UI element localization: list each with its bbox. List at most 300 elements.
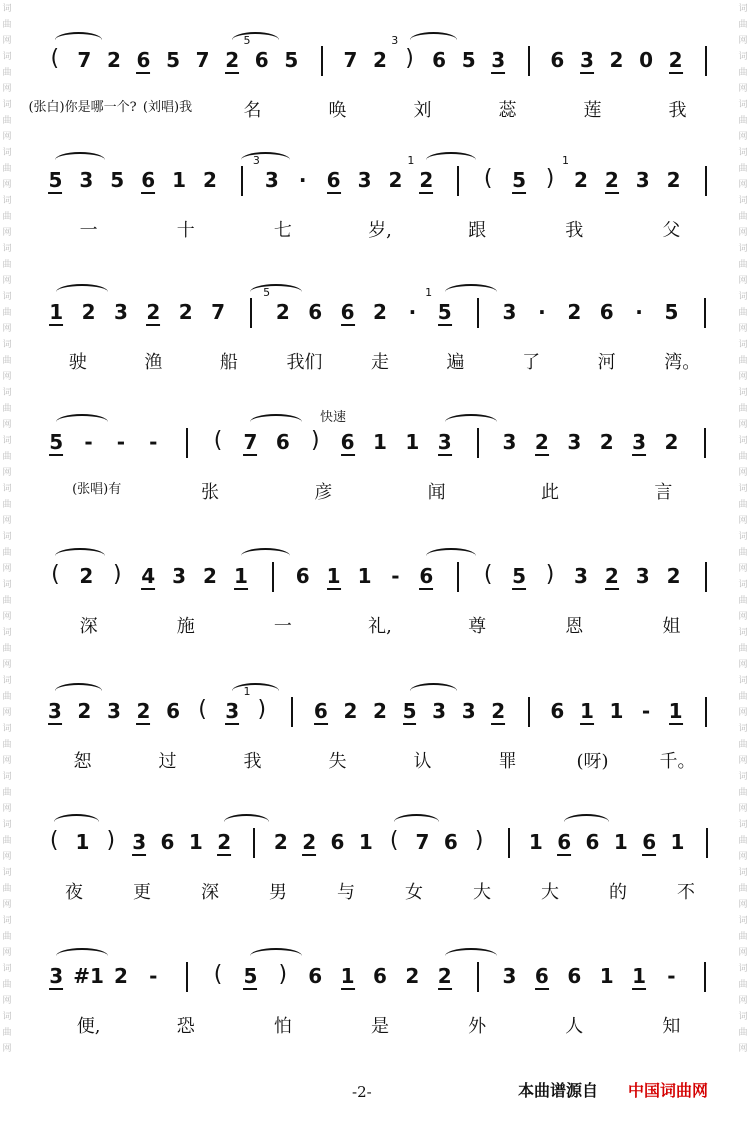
slur <box>250 948 302 964</box>
note: 1 <box>172 168 187 192</box>
watermark-right <box>736 0 750 1131</box>
watermark-char: 曲 <box>2 308 12 318</box>
watermark-char: 曲 <box>738 20 748 30</box>
lyric-text: 名 <box>243 100 262 121</box>
parenthesis: ) <box>545 562 555 587</box>
watermark-char: 词 <box>738 1012 748 1022</box>
watermark-char: 词 <box>738 820 748 830</box>
note: 2 <box>534 430 549 454</box>
lyric-text: 更 <box>133 882 151 903</box>
note: 6 <box>313 699 328 723</box>
parenthesis: ) <box>278 962 288 987</box>
lyrics-row <box>30 216 730 241</box>
lyric-text: 七 <box>273 220 292 241</box>
watermark-char: 曲 <box>2 404 12 414</box>
watermark-char: 词 <box>2 244 12 254</box>
note: 3 <box>567 430 582 454</box>
note: 3 <box>502 430 517 454</box>
watermark-char: 词 <box>738 292 748 302</box>
watermark-char: 网 <box>738 276 748 286</box>
note: · <box>538 300 546 324</box>
note: 6 <box>567 964 582 988</box>
note: 7 <box>415 830 430 854</box>
grace-note: 3 <box>252 154 260 167</box>
watermark-char: 网 <box>738 228 748 238</box>
note: · <box>298 168 307 192</box>
note: 2 <box>275 300 290 324</box>
barline <box>528 46 530 76</box>
note: - <box>391 564 400 588</box>
watermark-char: 词 <box>738 772 748 782</box>
barline <box>186 428 188 458</box>
lyric-text: 我 <box>565 220 584 241</box>
note: 6 <box>141 168 156 192</box>
lyric-text: 夜 <box>65 882 83 903</box>
lyric-text: 大 <box>541 882 559 903</box>
note: 3 <box>132 830 147 854</box>
watermark-char: 词 <box>738 244 748 254</box>
watermark-char: 网 <box>738 948 748 958</box>
parenthesis: ( <box>213 962 223 987</box>
watermark-char: 词 <box>738 148 748 158</box>
note: 1 <box>49 300 64 324</box>
watermark-char: 词 <box>738 100 748 110</box>
note: 2 <box>405 964 420 988</box>
score-system <box>30 930 730 1040</box>
watermark-char: 词 <box>738 580 748 590</box>
lyric-text: 十 <box>176 220 195 241</box>
lyric-text: (张白)你是哪一个? <box>28 100 137 115</box>
parenthesis: ) <box>257 697 267 722</box>
lyric-text: 一 <box>273 616 292 637</box>
note: 1 <box>609 699 624 723</box>
lyric-text: 大 <box>473 882 491 903</box>
note: 5 <box>110 168 125 192</box>
note: 5 <box>664 300 679 324</box>
barline <box>704 298 706 328</box>
note: 6 <box>373 964 387 988</box>
notes-row <box>30 964 730 994</box>
score-system <box>30 396 730 506</box>
note: 5 <box>512 168 527 192</box>
parenthesis: ( <box>213 428 223 453</box>
watermark-char: 曲 <box>738 212 748 222</box>
note: 2 <box>225 48 240 72</box>
note: 6 <box>550 699 565 723</box>
watermark-char: 曲 <box>2 260 12 270</box>
watermark-char: 网 <box>2 1044 12 1054</box>
barline <box>704 962 706 992</box>
watermark-char: 网 <box>2 804 12 814</box>
score-system <box>30 665 730 775</box>
notes-row <box>30 830 730 860</box>
slur <box>224 814 269 830</box>
note: 2 <box>273 830 288 854</box>
note: 2 <box>491 699 506 723</box>
watermark-char: 词 <box>2 964 12 974</box>
watermark-char: 曲 <box>2 740 12 750</box>
note: 6 <box>340 300 355 324</box>
lyrics-row <box>28 96 730 121</box>
note: 3 <box>491 48 506 72</box>
note: 7 <box>77 48 92 72</box>
note: - <box>667 964 676 988</box>
watermark-char: 词 <box>2 436 12 446</box>
watermark-char: 曲 <box>2 788 12 798</box>
note: 5 <box>48 168 63 192</box>
note: 2 <box>373 300 387 324</box>
note: 6 <box>419 564 434 588</box>
watermark-char: 曲 <box>738 500 748 510</box>
note: 1 <box>340 964 355 988</box>
lyric-text: 刘 <box>413 100 432 121</box>
barline <box>321 46 323 76</box>
note: 1 <box>613 830 628 854</box>
lyric-text: 岁, <box>368 220 392 241</box>
lyric-text: 恩 <box>565 616 584 637</box>
lyric-text: 知 <box>662 1016 681 1037</box>
lyric-text: 过 <box>158 751 177 772</box>
slur <box>445 948 497 964</box>
note: 3 <box>437 430 452 454</box>
lyrics-row <box>30 747 730 772</box>
lyric-text: 女 <box>405 882 423 903</box>
lyric-text: 认 <box>413 751 432 772</box>
watermark-char: 网 <box>2 468 12 478</box>
watermark-char: 词 <box>738 868 748 878</box>
watermark-char: 词 <box>2 676 12 686</box>
lyrics-row <box>30 1012 730 1037</box>
watermark-char: 词 <box>738 4 748 14</box>
slur <box>426 548 475 564</box>
note: 6 <box>340 430 355 454</box>
note: 1 <box>188 830 203 854</box>
slur <box>426 152 475 168</box>
note: 2 <box>666 564 681 588</box>
slur <box>564 814 609 830</box>
barline <box>477 428 479 458</box>
note: 6 <box>599 300 614 324</box>
page-number: -2- <box>352 1083 372 1101</box>
watermark-char: 词 <box>2 148 12 158</box>
parenthesis: ) <box>106 828 116 853</box>
note: 6 <box>254 48 269 72</box>
barline <box>705 562 707 592</box>
watermark-char: 网 <box>2 516 12 526</box>
lyric-text: 尊 <box>468 616 487 637</box>
lyric-text: 不 <box>677 882 695 903</box>
watermark-char: 曲 <box>2 884 12 894</box>
watermark-char: 词 <box>2 724 12 734</box>
note: 6 <box>557 830 572 854</box>
note: 5 <box>512 564 527 588</box>
barline <box>477 962 479 992</box>
slur <box>55 548 104 564</box>
barline <box>477 298 479 328</box>
grace-note: 1 <box>561 154 569 167</box>
watermark-char: 网 <box>738 468 748 478</box>
note: 1 <box>326 564 341 588</box>
note: 1 <box>233 564 248 588</box>
watermark-char: 网 <box>738 420 748 430</box>
barline <box>528 697 530 727</box>
lyrics-row <box>30 612 730 637</box>
lyric-text: 外 <box>468 1016 487 1037</box>
note: 1 <box>528 830 543 854</box>
watermark-char: 网 <box>738 132 748 142</box>
note: 2 <box>664 430 679 454</box>
barline <box>704 428 706 458</box>
watermark-char: 曲 <box>2 932 12 942</box>
barline <box>705 46 707 76</box>
watermark-char: 曲 <box>738 884 748 894</box>
lyric-text: 跟 <box>468 220 487 241</box>
watermark-char: 词 <box>2 532 12 542</box>
slur <box>54 814 99 830</box>
note: 3 <box>461 699 476 723</box>
watermark-char: 曲 <box>738 788 748 798</box>
lyric-text: 深 <box>79 616 98 637</box>
score-system <box>30 14 730 124</box>
grace-note: 5 <box>243 34 251 47</box>
watermark-char: 词 <box>738 196 748 206</box>
note: · <box>408 300 417 324</box>
notes-row <box>30 564 730 594</box>
lyrics-row <box>30 878 730 903</box>
lyrics-row <box>30 348 730 373</box>
grace-note: 1 <box>425 286 433 299</box>
parenthesis: ) <box>405 46 414 71</box>
slur <box>241 152 290 168</box>
lyric-text: 男 <box>269 882 287 903</box>
slur <box>445 284 497 300</box>
note: 6 <box>275 430 290 454</box>
note: 3 <box>79 168 94 192</box>
watermark-char: 词 <box>738 52 748 62</box>
note: 1 <box>358 830 373 854</box>
note: 2 <box>203 564 217 588</box>
note: 7 <box>195 48 210 72</box>
watermark-char: 词 <box>2 628 12 638</box>
barline <box>291 697 293 727</box>
barline <box>253 828 255 858</box>
barline <box>508 828 510 858</box>
watermark-char: 词 <box>738 484 748 494</box>
watermark-char: 网 <box>2 756 12 766</box>
parenthesis: ( <box>51 562 60 587</box>
watermark-char: 网 <box>2 900 12 910</box>
watermark-char: 曲 <box>2 116 12 126</box>
slur <box>56 414 108 430</box>
barline <box>272 562 274 592</box>
watermark-char: 曲 <box>738 1028 748 1038</box>
note: 1 <box>579 699 594 723</box>
note: 2 <box>609 48 624 72</box>
lyric-text: 船 <box>219 352 238 373</box>
lyric-text: 遍 <box>446 352 465 373</box>
note: 1 <box>405 430 420 454</box>
watermark-char: 网 <box>2 132 12 142</box>
lyric-text: 千。 <box>659 751 696 772</box>
note: 2 <box>302 830 317 854</box>
score-system <box>30 530 730 640</box>
watermark-char: 曲 <box>2 596 12 606</box>
note: 1 <box>668 699 683 723</box>
watermark-char: 曲 <box>738 260 748 270</box>
watermark-char: 曲 <box>738 452 748 462</box>
note: 6 <box>443 830 458 854</box>
note: 2 <box>573 168 588 192</box>
note: 3 <box>264 168 279 192</box>
watermark-char: 曲 <box>738 740 748 750</box>
slur <box>241 548 290 564</box>
parenthesis: ) <box>112 562 122 587</box>
watermark-char: 网 <box>738 708 748 718</box>
parenthesis: ) <box>545 166 555 191</box>
note: 5 <box>243 964 258 988</box>
watermark-char: 曲 <box>2 164 12 174</box>
note: 2 <box>106 48 121 72</box>
watermark-char: 词 <box>2 868 12 878</box>
lyric-text: 的 <box>609 882 627 903</box>
watermark-char: 网 <box>738 516 748 526</box>
watermark-char: 网 <box>738 804 748 814</box>
watermark-char: 网 <box>2 420 12 430</box>
note: 7 <box>211 300 226 324</box>
lyric-text: 深 <box>201 882 219 903</box>
watermark-char: 网 <box>2 948 12 958</box>
parenthesis: ( <box>50 46 60 71</box>
notes-row <box>30 286 730 330</box>
grace-note: 5 <box>263 286 271 299</box>
watermark-char: 词 <box>2 1012 12 1022</box>
lyric-text: 河 <box>597 352 616 373</box>
lyric-text: (张唱)有 <box>72 482 122 497</box>
watermark-char: 曲 <box>738 932 748 942</box>
note: 2 <box>388 168 403 192</box>
note: 5 <box>402 699 417 723</box>
note: 1 <box>75 830 90 854</box>
lyric-text: 走 <box>371 352 389 373</box>
watermark-char: 曲 <box>738 356 748 366</box>
note: 3 <box>579 48 594 72</box>
lyric-text: 驶 <box>68 352 87 373</box>
note: 3 <box>225 699 240 723</box>
watermark-char: 词 <box>2 820 12 830</box>
note: - <box>149 964 158 988</box>
watermark-char: 词 <box>738 964 748 974</box>
lyric-text: 便, <box>76 1016 101 1037</box>
score-system <box>30 796 730 906</box>
note: 3 <box>432 699 447 723</box>
watermark-char: 词 <box>2 100 12 110</box>
note: 0 <box>639 48 654 72</box>
note: 3 <box>357 168 372 192</box>
lyric-text: 恐 <box>176 1016 195 1037</box>
slur <box>55 683 102 699</box>
slur <box>250 414 302 430</box>
lyric-text: 闻 <box>427 482 446 503</box>
watermark-char: 曲 <box>738 116 748 126</box>
note: 2 <box>203 168 217 192</box>
note: 2 <box>81 300 96 324</box>
note: 3 <box>573 564 588 588</box>
note: 3 <box>47 699 62 723</box>
note: 2 <box>136 699 151 723</box>
watermark-char: 曲 <box>2 980 12 990</box>
watermark-char: 词 <box>738 532 748 542</box>
barline <box>186 962 188 992</box>
watermark-char: 网 <box>738 1044 748 1054</box>
note: 5 <box>49 430 64 454</box>
parenthesis: ( <box>389 828 399 853</box>
watermark-char: 曲 <box>2 1028 12 1038</box>
notes-row <box>30 685 730 729</box>
watermark-char: 曲 <box>2 500 12 510</box>
score-system <box>30 134 730 244</box>
note: 6 <box>642 830 657 854</box>
lyrics-row <box>30 478 730 503</box>
note: · <box>635 300 643 324</box>
note: 3 <box>502 964 517 988</box>
watermark-char: 网 <box>738 612 748 622</box>
note: 2 <box>604 168 619 192</box>
lyric-text: 彦 <box>314 482 333 503</box>
watermark-char: 曲 <box>738 164 748 174</box>
lyric-text: 恕 <box>73 751 92 772</box>
note: 5 <box>437 300 452 324</box>
parenthesis: ( <box>483 562 493 587</box>
watermark-char: 词 <box>738 916 748 926</box>
watermark-char: 网 <box>738 180 748 190</box>
note: 1 <box>373 430 387 454</box>
parenthesis: ) <box>310 428 320 453</box>
note: 1 <box>357 564 372 588</box>
watermark-char: 网 <box>2 180 12 190</box>
watermark-char: 网 <box>2 996 12 1006</box>
note: - <box>84 430 93 454</box>
watermark-char: 网 <box>2 564 12 574</box>
watermark-char: 词 <box>738 628 748 638</box>
watermark-char: 网 <box>2 228 12 238</box>
watermark-char: 曲 <box>738 644 748 654</box>
note: 2 <box>419 168 434 192</box>
watermark-char: 曲 <box>2 356 12 366</box>
watermark-char: 词 <box>2 340 12 350</box>
slur <box>56 948 108 964</box>
note: 2 <box>343 699 358 723</box>
parenthesis: ( <box>483 166 493 191</box>
note: 3 <box>172 564 187 588</box>
lyric-text: (呀) <box>576 751 609 772</box>
watermark-char: 网 <box>738 660 748 670</box>
watermark-char: 网 <box>738 852 748 862</box>
watermark-char: 网 <box>738 996 748 1006</box>
watermark-char: 曲 <box>738 308 748 318</box>
slur <box>250 284 302 300</box>
note: 6 <box>160 830 175 854</box>
barline <box>457 166 459 196</box>
watermark-char: 曲 <box>738 980 748 990</box>
grace-note: 3 <box>391 34 399 47</box>
note: 2 <box>599 430 614 454</box>
watermark-char: 网 <box>2 36 12 46</box>
slur <box>55 152 104 168</box>
watermark-char: 曲 <box>2 548 12 558</box>
lyric-text: 父 <box>662 220 681 241</box>
note: 6 <box>432 48 447 72</box>
watermark-char: 网 <box>738 756 748 766</box>
